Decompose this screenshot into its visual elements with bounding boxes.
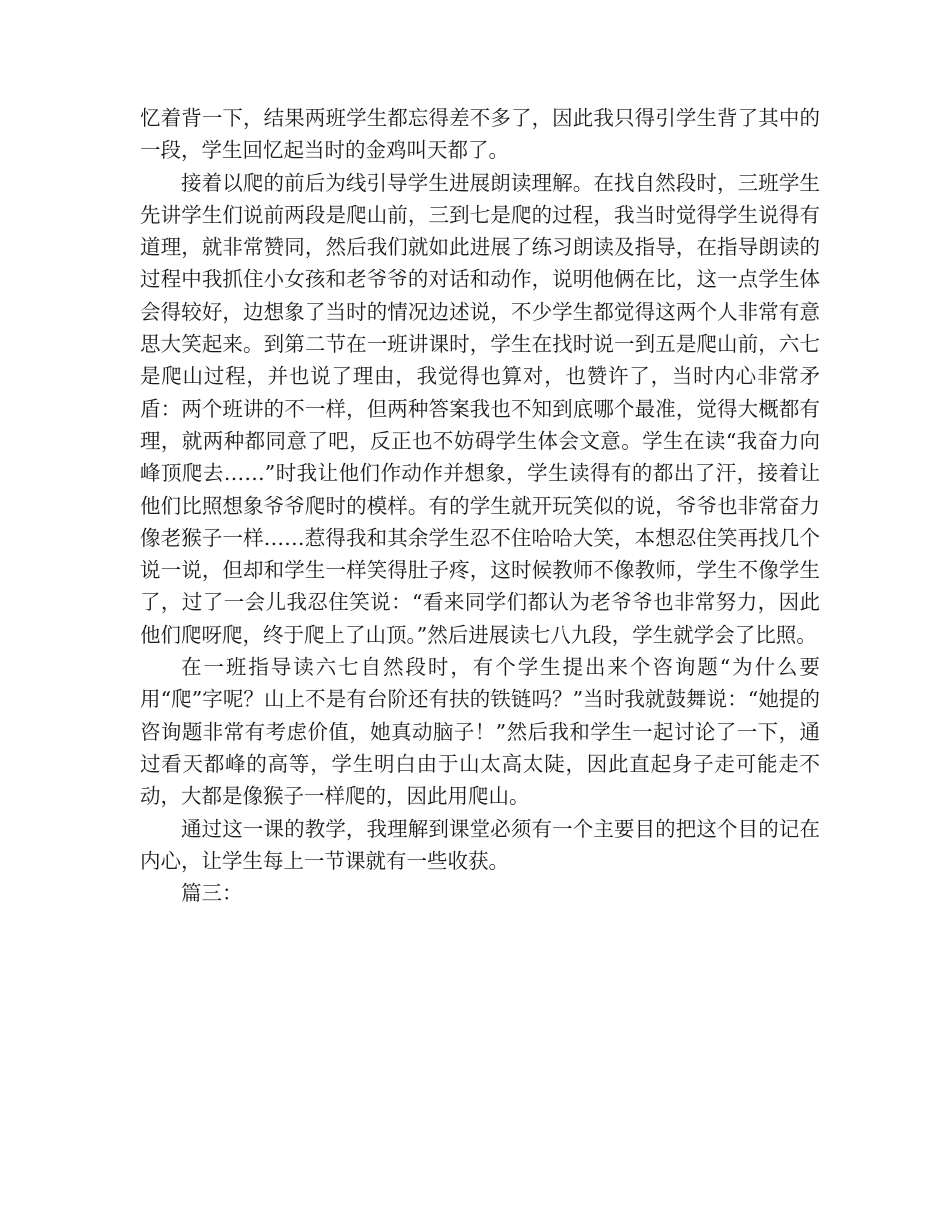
paragraph-continuation: 忆着背一下，结果两班学生都忘得差不多了，因此我只得引学生背了其中的一段，学生回忆起当时的金鸡叫天都了。 [140, 106, 820, 163]
paragraph-reading-guidance: 接着以爬的前后为线引导学生进展朗读理解。在找自然段时，三班学生先讲学生们说前两段是爬山前，三到七是爬的过程，我当时觉得学生说得有道理，就非常赞同，然后我们就如此进展了练习朗读及指导，在指导朗读的过程中我抓住小女孩和老爷爷的对话和动作，说明他俩在比，这一点学生体会得较好，边想象了当时的情况边述说，不少学生都觉得这两个人非常有意思大笑起来。到第二节在一班讲课时，学生在找时说一到五是爬山前，六七是爬山过程，并也说了理由，我觉得也算对，也赞许了，当时内心非常矛盾：两个班讲的不一样，但两种答案我也不知到底哪个最准，觉得大概都有理，就两种都同意了吧，反正也不妨碍学生体会文意。学生在读“我奋力向峰顶爬去……”时我让他们作动作并想象，学生读得有的都出了汗，接着让他们比照想象爷爷爬时的模样。有的学生就开玩笑似的说，爷爷也非常奋力像老猴子一样……惹得我和其余学生忍不住哈哈大笑，本想忍住笑再找几个说一说，但却和学生一样笑得肚子疼，这时候教师不像教师，学生不像学生了，过了一会儿我忍住笑说：“看来同学们都认为老爷爷也非常努力，因此他们爬呀爬，终于爬上了山顶。”然后进展读七八九段，学生就学会了比照。 [140, 170, 820, 647]
paragraph-student-question: 在一班指导读六七自然段时，有个学生提出来个咨询题“为什么要用“爬”字呢？山上不是有台阶还有扶的铁链吗？”当时我就鼓舞说：“她提的咨询题非常有考虑价值，她真动脑子！”然后我和学生一起讨论了一下，通过看天都峰的高等，学生明白由于山太高太陡，因此直起身子走可能走不动，大都是像猴子一样爬的，因此用爬山。 [140, 655, 820, 809]
section-heading-part-three: 篇三： [181, 881, 243, 906]
paragraph-reflection: 通过这一课的教学，我理解到课堂必须有一个主要目的把这个目的记在内心，让学生每上一节课就有一些收获。 [140, 816, 820, 873]
